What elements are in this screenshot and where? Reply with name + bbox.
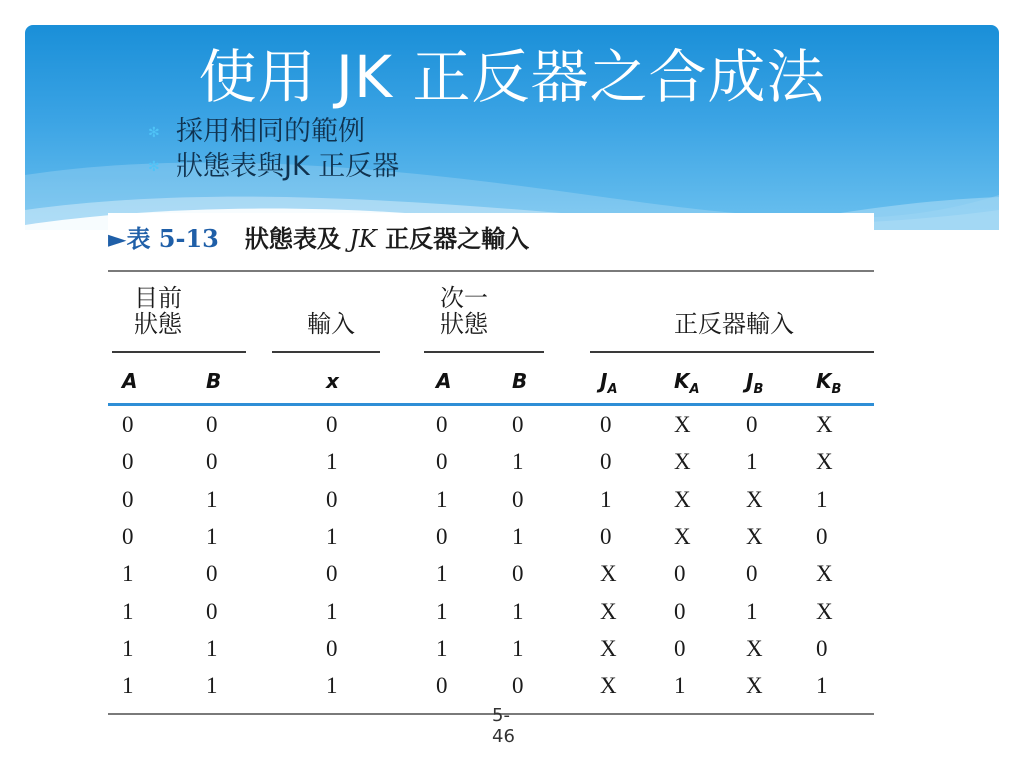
cell-next-b: 1: [512, 523, 524, 549]
group-header-input: 輸入: [307, 312, 355, 338]
cell-x: 0: [326, 412, 338, 437]
group-header-line: 次一: [440, 286, 488, 312]
col-header-kb: $K_B$: [816, 369, 842, 397]
cell-next-a: 1: [436, 598, 448, 624]
cell-x: 0: [326, 486, 338, 512]
cell-x: 1: [326, 673, 338, 699]
table-row: [108, 485, 874, 522]
cell-ka: X: [674, 412, 691, 437]
cell-a: 1: [122, 635, 134, 661]
cell-x: 0: [326, 561, 338, 587]
cell-jb: 0: [746, 412, 758, 437]
cell-b: 1: [206, 673, 218, 699]
state-table-figure: [108, 213, 874, 723]
cell-kb: 1: [816, 673, 828, 699]
group-rule-input: [272, 351, 380, 353]
cell-a: 0: [122, 449, 134, 475]
cell-b: 0: [206, 561, 218, 587]
cell-ka: 0: [674, 598, 686, 624]
table-bottom-rule: [108, 713, 874, 715]
page-number: 5-46: [492, 705, 515, 747]
cell-jb: X: [746, 635, 763, 661]
cell-ka: 0: [674, 561, 686, 587]
cell-next-a: 1: [436, 486, 448, 512]
cell-a: 1: [122, 561, 134, 587]
cell-next-b: 1: [512, 598, 524, 624]
cell-ja: 0: [600, 523, 612, 549]
cell-next-b: 0: [512, 561, 524, 587]
cell-ja: X: [600, 561, 617, 587]
cell-next-b: 1: [512, 449, 524, 475]
table-header-rule: [108, 403, 874, 406]
table-row: [108, 410, 874, 447]
cell-b: 0: [206, 412, 218, 437]
table-row: [108, 522, 874, 559]
cell-next-b: 0: [512, 412, 524, 437]
cell-a: 1: [122, 598, 134, 624]
cell-b: 1: [206, 635, 218, 661]
cell-a: 0: [122, 523, 134, 549]
cell-x: 0: [326, 635, 338, 661]
col-header-b: B: [206, 369, 222, 393]
group-header-present-state: [118, 286, 198, 338]
caption-text-part2: 正反器之輸入: [376, 224, 530, 253]
cell-jb: 0: [746, 561, 758, 587]
col-header-jb: $J_B$: [746, 369, 764, 397]
cell-a: 0: [122, 412, 134, 437]
cell-jb: X: [746, 523, 763, 549]
group-rule-next-state: [424, 351, 544, 353]
cell-kb: X: [816, 598, 833, 624]
cell-ka: X: [674, 486, 691, 512]
cell-next-a: 1: [436, 635, 448, 661]
group-header-ff-inputs: 正反器輸入: [674, 312, 794, 338]
cell-next-a: 0: [436, 523, 448, 549]
cell-a: 0: [122, 486, 134, 512]
cell-x: 1: [326, 449, 338, 475]
caption-jk: JK: [349, 225, 377, 253]
cell-b: 1: [206, 486, 218, 512]
table-row: [108, 597, 874, 634]
cell-next-b: 1: [512, 635, 524, 661]
col-header-next-b: B: [512, 369, 528, 393]
caption-text-part1: 狀態表及: [244, 224, 350, 253]
cell-kb: 1: [816, 486, 828, 512]
table-row: [108, 447, 874, 484]
star-bullet-icon: ✻: [148, 159, 160, 175]
cell-kb: X: [816, 412, 833, 437]
caption-label: ►表 5-13: [108, 224, 219, 253]
col-header-ka: $K_A$: [674, 369, 700, 397]
cell-next-a: 1: [436, 561, 448, 587]
bullet-list: [148, 115, 399, 184]
group-header-line: 狀態: [440, 312, 488, 338]
cell-ja: X: [600, 598, 617, 624]
table-top-rule: [108, 270, 874, 272]
bullet-text: 狀態表與JK 正反器: [176, 150, 400, 182]
group-rule-present-state: [112, 351, 246, 353]
bullet-item: [148, 150, 399, 185]
cell-x: 1: [326, 523, 338, 549]
cell-next-a: 0: [436, 673, 448, 699]
cell-ja: 0: [600, 412, 612, 437]
col-header-ja: $J_A$: [600, 369, 618, 397]
cell-jb: X: [746, 673, 763, 699]
slide-title: 使用 JK 正反器之合成法: [198, 43, 826, 111]
cell-ka: 1: [674, 673, 686, 699]
bullet-item: [148, 115, 399, 150]
bullet-text: 採用相同的範例: [176, 116, 365, 147]
cell-ka: 0: [674, 635, 686, 661]
cell-b: 0: [206, 598, 218, 624]
table-row: [108, 559, 874, 596]
cell-jb: 1: [746, 598, 758, 624]
table-caption: [108, 219, 529, 254]
table-row: [108, 671, 874, 708]
cell-ja: X: [600, 673, 617, 699]
group-header-line: 目前: [134, 286, 182, 312]
group-header-next-state: [424, 286, 504, 338]
col-header-next-a: A: [436, 369, 452, 393]
cell-next-a: 0: [436, 412, 448, 437]
cell-ka: X: [674, 523, 691, 549]
cell-kb: X: [816, 449, 833, 475]
cell-b: 1: [206, 523, 218, 549]
table-row: [108, 634, 874, 671]
cell-next-b: 0: [512, 486, 524, 512]
cell-kb: 0: [816, 523, 828, 549]
group-rule-ff-inputs: [590, 351, 874, 353]
cell-jb: X: [746, 486, 763, 512]
cell-kb: 0: [816, 635, 828, 661]
cell-x: 1: [326, 598, 338, 624]
group-header-line: 狀態: [134, 312, 182, 338]
cell-ja: 1: [600, 486, 612, 512]
cell-next-a: 0: [436, 449, 448, 475]
cell-jb: 1: [746, 449, 758, 475]
cell-ja: 0: [600, 449, 612, 475]
cell-next-b: 0: [512, 673, 524, 699]
star-bullet-icon: ✻: [148, 124, 160, 141]
cell-kb: X: [816, 561, 833, 587]
cell-ja: X: [600, 635, 617, 661]
col-header-x: x: [326, 369, 339, 393]
cell-ka: X: [674, 449, 691, 475]
col-header-a: A: [122, 369, 138, 393]
cell-a: 1: [122, 673, 134, 699]
cell-b: 0: [206, 449, 218, 475]
